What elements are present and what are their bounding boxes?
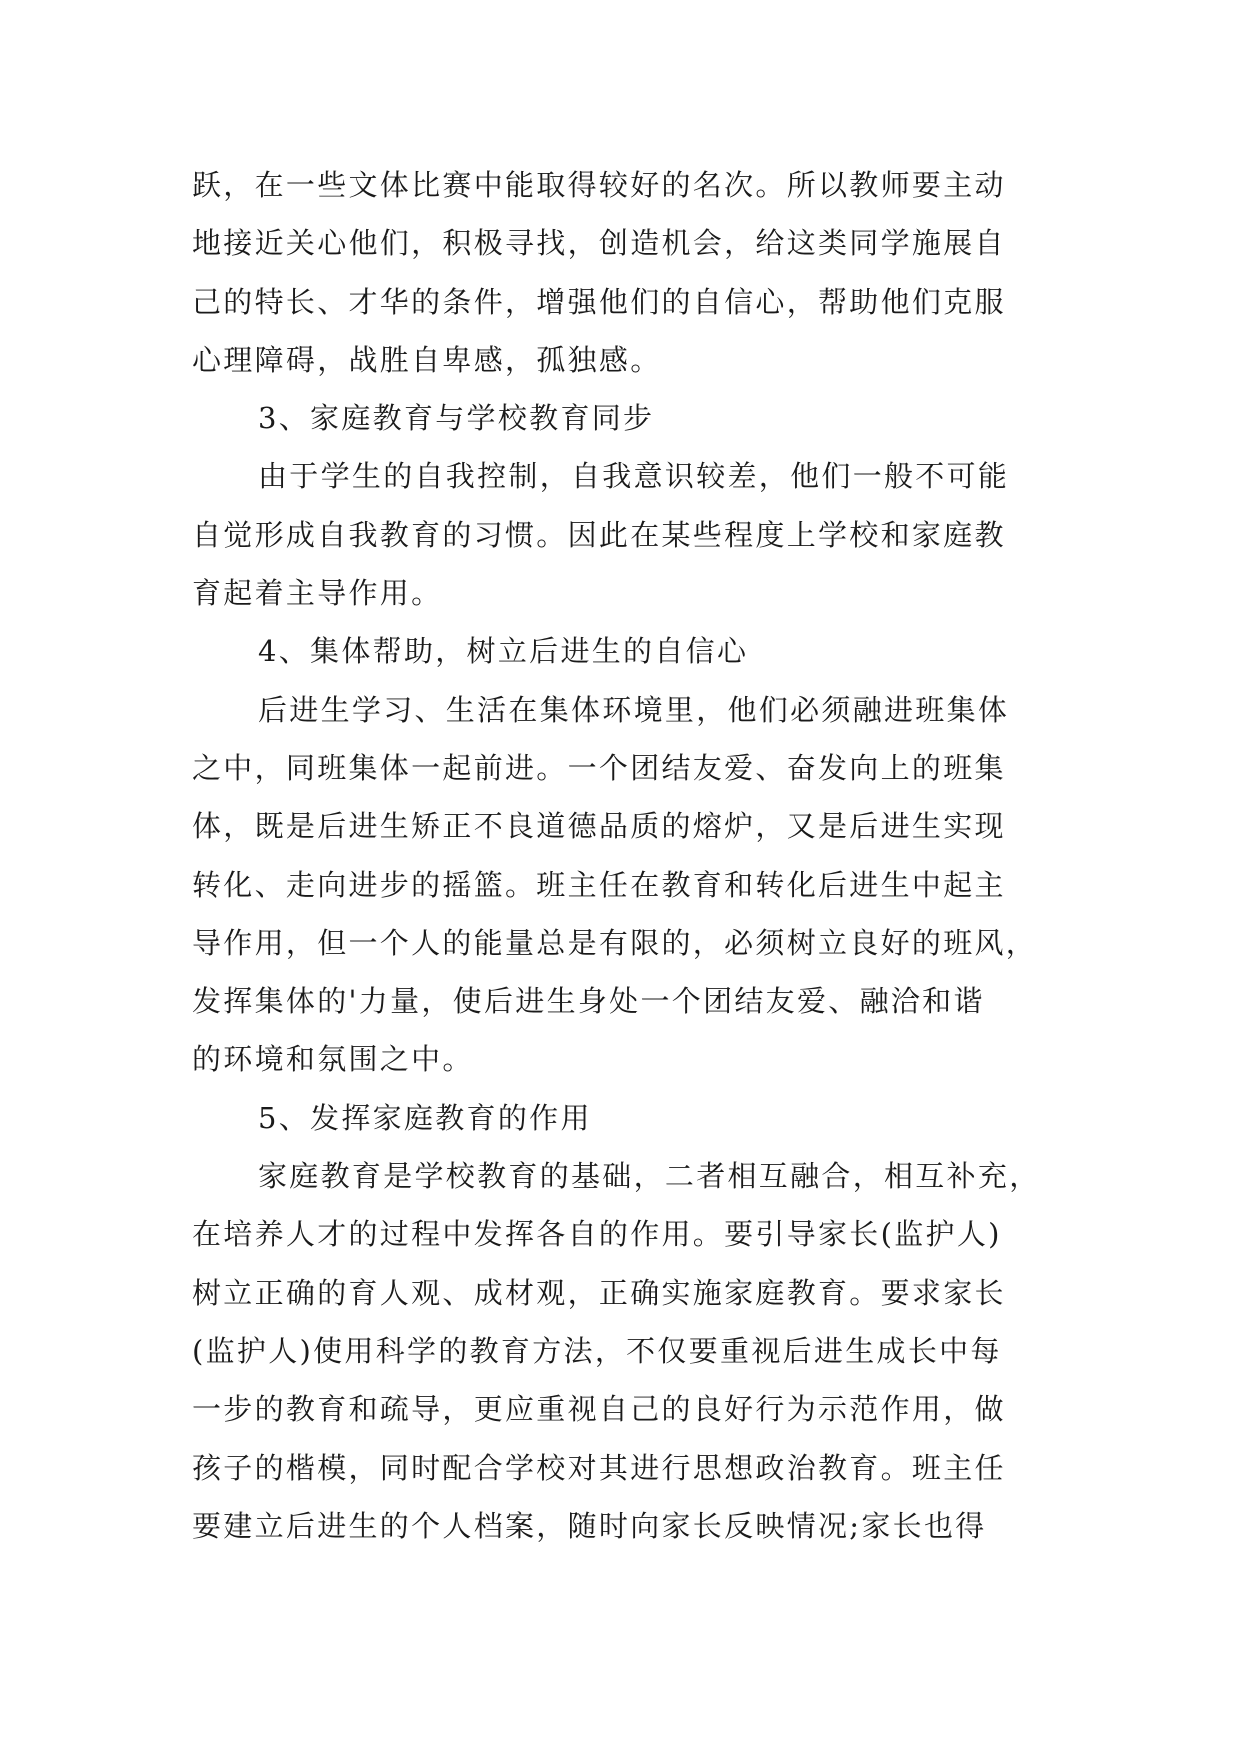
text-line: 在培养人才的过程中发挥各自的作用。要引导家长(监护人) <box>192 1217 1002 1252</box>
text-line: 由于学生的自我控制，自我意识较差，他们一般不可能 <box>258 459 1010 494</box>
text-line: 己的特长、才华的条件，增强他们的自信心，帮助他们克服 <box>192 284 1006 319</box>
document-body <box>192 156 1072 1555</box>
text-line: 之中，同班集体一起前进。一个团结友爱、奋发向上的班集 <box>192 750 1006 785</box>
text-line: (监护人)使用科学的教育方法，不仅要重视后进生成长中每 <box>192 1333 1002 1368</box>
text-line: 后进生学习、生活在集体环境里，他们必须融进班集体 <box>258 692 1010 727</box>
text-line: 树立正确的育人观、成材观，正确实施家庭教育。要求家长 <box>192 1275 1006 1310</box>
text-line: 5、发挥家庭教育的作用 <box>258 1100 592 1135</box>
text-line: 导作用，但一个人的能量总是有限的，必须树立良好的班风， <box>192 925 1038 960</box>
text-line: 育起着主导作用。 <box>192 576 443 611</box>
text-line: 心理障碍，战胜自卑感，孤独感。 <box>192 342 662 377</box>
text-line: 的环境和氛围之中。 <box>192 1042 474 1077</box>
text-line: 地接近关心他们，积极寻找，创造机会，给这类同学施展自 <box>192 226 1006 261</box>
text-line: 自觉形成自我教育的习惯。因此在某些程度上学校和家庭教 <box>192 517 1006 552</box>
text-line: 要建立后进生的个人档案，随时向家长反映情况;家长也得 <box>192 1508 987 1543</box>
text-line: 发挥集体的'力量，使后进生身处一个团结友爱、融洽和谐 <box>192 984 985 1019</box>
text-line: 一步的教育和疏导，更应重视自己的良好行为示范作用，做 <box>192 1392 1006 1427</box>
text-line: 孩子的楷模，同时配合学校对其进行思想政治教育。班主任 <box>192 1450 1006 1485</box>
text-line: 3、家庭教育与学校教育同步 <box>258 401 655 436</box>
text-line: 体，既是后进生矫正不良道德品质的熔炉，又是后进生实现 <box>192 809 1006 844</box>
text-line: 跃，在一些文体比赛中能取得较好的名次。所以教师要主动 <box>192 168 1006 202</box>
text-line: 家庭教育是学校教育的基础，二者相互融合，相互补充， <box>258 1159 1041 1194</box>
text-line: 4、集体帮助，树立后进生的自信心 <box>258 634 749 669</box>
text-line: 转化、走向进步的摇篮。班主任在教育和转化后进生中起主 <box>192 867 1006 902</box>
